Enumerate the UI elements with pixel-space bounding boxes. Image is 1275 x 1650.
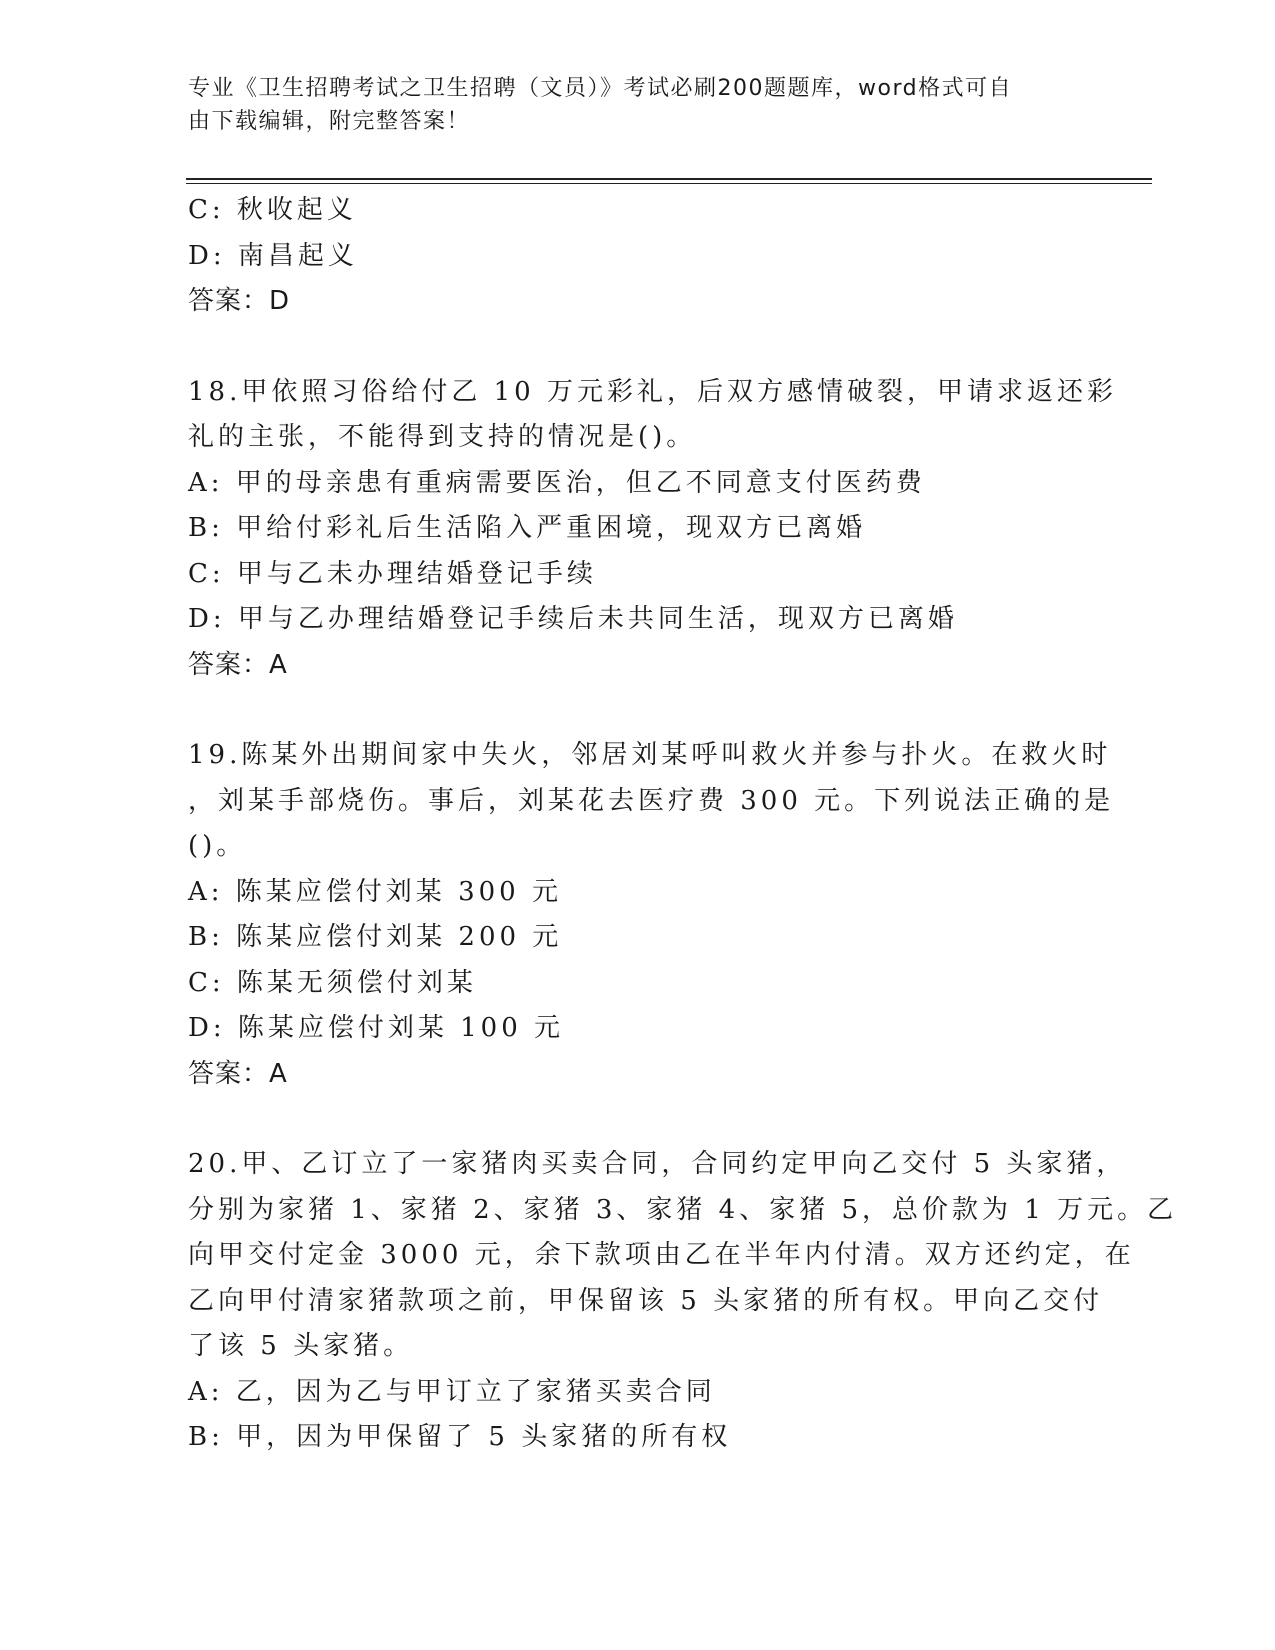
- question-19: [188, 733, 1115, 1097]
- option-c: C: 甲与乙未办理结婚登记手续: [188, 558, 597, 589]
- option-b: B: 甲，因为甲保留了 5 头家猪的所有权: [188, 1422, 732, 1452]
- answer: 答案：D: [188, 286, 291, 316]
- question-stem: 19.陈某外出期间家中失火，邻居刘某呼叫救火并参与扑火。在救火时: [188, 740, 1112, 770]
- question-stem: 向甲交付定金 3000 元，余下款项由乙在半年内付清。双方还约定，在: [188, 1240, 1135, 1270]
- spacer: [188, 325, 1088, 370]
- question-stem: ()。: [188, 831, 247, 861]
- spacer: [188, 688, 1088, 733]
- option-b: B: 甲给付彩礼后生活陷入严重困境，现双方已离婚: [188, 513, 867, 543]
- option-c: C: 秋收起义: [188, 195, 357, 225]
- header-line-1: 专业《卫生招聘考试之卫生招聘（文员）》考试必刷200题题库，word格式可自: [188, 76, 1013, 101]
- document-body: [188, 188, 1178, 1461]
- option-a: A: 陈某应偿付刘某 300 元: [188, 876, 562, 907]
- question-stem: 20.甲、乙订立了一家猪肉买卖合同，合同约定甲向乙交付 5 头家猪，: [188, 1149, 1127, 1179]
- question-stem: 礼的主张，不能得到支持的情况是()。: [188, 422, 697, 452]
- option-a: A: 甲的母亲患有重病需要医治，但乙不同意支付医药费: [188, 467, 926, 498]
- spacer: [188, 1097, 1088, 1142]
- question-18: [188, 370, 1117, 689]
- header-line-2: 由下载编辑，附完整答案！: [188, 109, 471, 134]
- document-header: [188, 72, 1088, 138]
- question-17-tail: [188, 188, 1088, 325]
- answer: 答案：A: [188, 649, 288, 680]
- option-d: D: 南昌起义: [188, 240, 358, 271]
- question-20: [188, 1142, 1178, 1461]
- question-stem: 了该 5 头家猪。: [188, 1331, 414, 1361]
- answer: 答案：A: [188, 1058, 288, 1089]
- question-stem: 乙向甲付清家猪款项之前，甲保留该 5 头家猪的所有权。甲向乙交付: [188, 1285, 1104, 1316]
- question-stem: 分别为家猪 1、家猪 2、家猪 3、家猪 4、家猪 5，总价款为 1 万元。乙: [188, 1194, 1178, 1225]
- header-divider-thin: [186, 183, 1152, 184]
- question-stem: ，刘某手部烧伤。事后，刘某花去医疗费 300 元。下列说法正确的是: [188, 785, 1115, 816]
- option-d: D: 陈某应偿付刘某 100 元: [188, 1013, 565, 1043]
- option-c: C: 陈某无须偿付刘某: [188, 967, 477, 998]
- question-stem: 18.甲依照习俗给付乙 10 万元彩礼，后双方感情破裂，甲请求返还彩: [188, 376, 1117, 407]
- header-divider-thick: [186, 178, 1152, 180]
- option-a: A: 乙，因为乙与甲订立了家猪买卖合同: [188, 1376, 716, 1407]
- option-d: D: 甲与乙办理结婚登记手续后未共同生活，现双方已离婚: [188, 604, 958, 634]
- option-b: B: 陈某应偿付刘某 200 元: [188, 922, 563, 952]
